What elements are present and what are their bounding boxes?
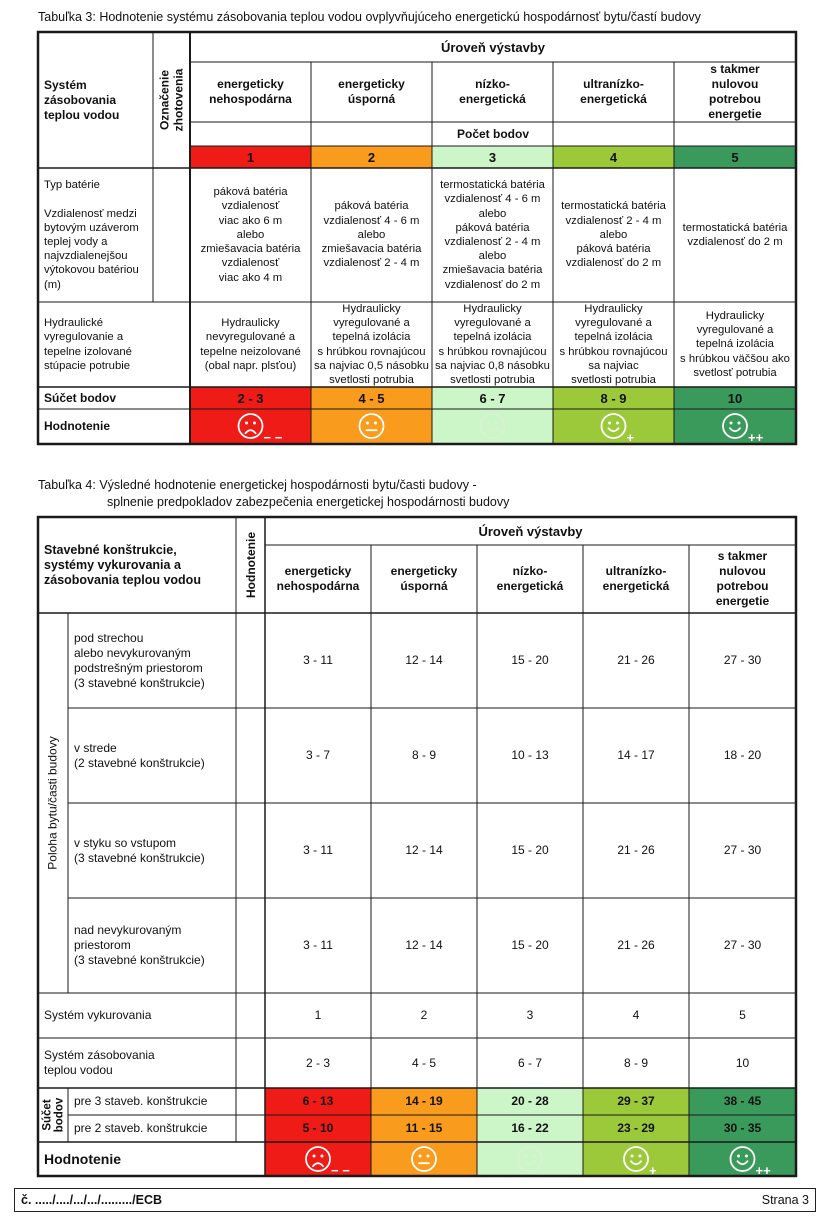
table4-sum2-value-1: 5 - 10 — [302, 1121, 334, 1135]
table4-pos-row-4-value-2: 12 - 14 — [405, 938, 443, 952]
table4-sum2-value-3: 16 - 22 — [511, 1121, 549, 1135]
table4-pos-row-1-value-3: 15 - 20 — [511, 653, 549, 667]
table3-sum-label: Súčet bodov — [44, 390, 117, 405]
table4-heating-value-2: 2 — [420, 1008, 428, 1022]
table4-level-header: Úroveň výstavby — [478, 523, 583, 539]
table4-pos-row-1-label: pod strechou alebo nevykurovaným podstrešným priestorom (3 stavebné konštrukcie) — [74, 630, 205, 690]
table4-sum3-value-5: 38 - 45 — [723, 1094, 762, 1108]
table3-row1-cell-5: termostatická batéria vzdialenosť do 2 m — [682, 221, 788, 248]
table4-pos-row-3-value-4: 21 - 26 — [617, 843, 655, 857]
table3-row1-cell-4: termostatická batéria vzdialenosť 2 - 4 m alebo páková batéria vzdialenosť do 2 m — [561, 200, 666, 270]
document-number: č. ...../..../.../.../........./ECB — [21, 1193, 163, 1207]
table3-level-header: Úroveň výstavby — [440, 39, 546, 55]
table4-pos-row-4-value-1: 3 - 11 — [303, 938, 333, 952]
table4-pos-row-1-value-1: 3 - 11 — [303, 653, 333, 667]
table4-caption-line1: Tabuľka 4: Výsledné hodnotenie energetickej hospodárnosti bytu/časti budovy - — [38, 478, 477, 492]
table3-point-4: 4 — [609, 149, 618, 165]
table4-pos-row-3-label: v styku so vstupom (3 stavebné konštrukcie) — [74, 835, 205, 865]
table4-pos-row-4-value-4: 21 - 26 — [617, 938, 655, 952]
table4-sum3-value-3: 20 - 28 — [511, 1094, 549, 1108]
page-number: Strana 3 — [761, 1193, 809, 1207]
table4-rating-col-header: Hodnotenie — [243, 532, 258, 598]
table3-points-header: Počet bodov — [456, 126, 529, 141]
table4-hot-water-value-1: 2 - 3 — [305, 1055, 330, 1070]
table3-level-5: s takmer nulovou potrebou energetie — [708, 62, 762, 121]
table3-row2-cell-3: Hydraulicky vyregulované a tepelná izolácia s hrúbkou rovnajúcou sa najviac 0,8 násobku svetlosti potrubia — [435, 302, 550, 386]
table4-pos-row-2-value-4: 14 - 17 — [617, 748, 655, 762]
table4-position-label: Poloha bytu/časti budovy — [46, 736, 61, 870]
table4-hot-water-value-4: 8 - 9 — [623, 1055, 648, 1070]
svg-text:+: + — [649, 1163, 657, 1178]
table4 — [38, 517, 796, 1176]
table4-pos-row-2-value-3: 10 - 13 — [511, 748, 549, 762]
table4-sum2-label: pre 2 staveb. konštrukcie — [74, 1121, 208, 1135]
table3-rating-label: Hodnotenie — [44, 419, 110, 433]
table3-point-1: 1 — [246, 149, 255, 165]
svg-text:++: ++ — [748, 430, 764, 445]
table4-pos-row-3-value-5: 27 - 30 — [723, 843, 762, 857]
table4-hot-water-value-3: 6 - 7 — [517, 1055, 542, 1070]
table4-hot-water-value-5: 10 — [735, 1055, 750, 1070]
table3-point-5: 5 — [731, 149, 739, 165]
table4-pos-row-2-value-2: 8 - 9 — [411, 748, 436, 762]
table4-sum2-value-4: 23 - 29 — [617, 1121, 655, 1135]
svg-text:− −: − − — [331, 1163, 350, 1178]
table4-pos-row-3-value-3: 15 - 20 — [511, 843, 549, 857]
svg-text:+: + — [626, 430, 635, 445]
table3-row2-cell-2: Hydraulicky vyregulované a tepelná izolácia s hrúbkou rovnajúcou sa najviac 0,5 násobku svetlosti potrubia — [314, 302, 429, 386]
table3-row1-cell-2: páková batéria vzdialenosť 4 - 6 m alebo zmiešavacia batéria vzdialenosť 2 - 4 m — [321, 200, 422, 270]
table3-row2-cell-5: Hydraulicky vyregulované a tepelná izolácia s hrúbkou väčšou ako svetlosť potrubia — [680, 309, 790, 379]
table4-heating-label: Systém vykurovania — [44, 1008, 152, 1022]
svg-text:++: ++ — [755, 1163, 771, 1178]
table3-row2-label: Hydraulické vyregulovanie a tepelne izolované stúpacie potrubie — [44, 317, 132, 372]
table4-heating-value-3: 3 — [526, 1008, 534, 1022]
table3-row1-cell-1: páková batéria vzdialenosť viac ako 6 m alebo zmiešavacia batéria vzdialenosť viac ako 4 m — [200, 186, 301, 284]
table3-sum-4: 8 - 9 — [600, 390, 627, 406]
table3-sum-2: 4 - 5 — [358, 390, 385, 406]
table4-heating-value-1: 1 — [314, 1008, 322, 1022]
table3-row2-cell-4: Hydraulicky vyregulované a tepelná izolácia s hrúbkou rovnajúcou sa najviac svetlosti potrubia — [559, 302, 668, 386]
table4-pos-row-4-value-3: 15 - 20 — [511, 938, 549, 952]
table4-sum3-value-1: 6 - 13 — [302, 1094, 334, 1108]
table4-pos-row-2-value-1: 3 - 7 — [305, 748, 330, 762]
table4-pos-row-4-value-5: 27 - 30 — [723, 938, 762, 952]
table3 — [38, 32, 796, 444]
table3-row2-cell-1: Hydraulicky nevyregulované a tepelne neizolované (obal napr. plsťou) — [200, 317, 301, 372]
table4-level-3: nízko- energetická — [496, 564, 564, 593]
table4-pos-row-4-label: nad nevykurovaným priestorom (3 stavebné konštrukcie) — [74, 923, 205, 967]
table3-sum-5: 10 — [727, 390, 743, 406]
page-footer — [14, 1188, 816, 1212]
table4-hot-water-value-2: 4 - 5 — [411, 1055, 436, 1070]
table4-heating-value-5: 5 — [739, 1008, 746, 1022]
table3-sum-1: 2 - 3 — [237, 390, 264, 406]
table4-sum3-label: pre 3 staveb. konštrukcie — [74, 1094, 208, 1108]
table4-level-5: s takmer nulovou potrebou energetie — [715, 549, 770, 608]
table3-system-header: Systém zásobovania teplou vodou — [44, 77, 120, 122]
table4-level-1: energeticky nehospodárna — [276, 564, 360, 593]
table4-pos-row-1-value-5: 27 - 30 — [723, 653, 762, 667]
table4-sum-label: Súčet bodov — [41, 1097, 65, 1133]
table4-level-4: ultranízko- energetická — [602, 564, 670, 593]
table4-rating-label: Hodnotenie — [44, 1150, 121, 1167]
svg-text:− −: − − — [263, 430, 283, 445]
table4-pos-row-3-value-1: 3 - 11 — [303, 843, 333, 857]
table3-level-2: energeticky úsporná — [338, 77, 405, 106]
table4-heating-value-4: 4 — [632, 1008, 640, 1022]
table3-marking-header: Označenie zhotovenia — [157, 68, 186, 132]
table3-point-2: 2 — [367, 149, 376, 165]
table3-level-3: nízko- energetická — [459, 77, 526, 106]
table3-sum-3: 6 - 7 — [479, 390, 506, 406]
table3-row1-cell-3: termostatická batéria vzdialenosť 4 - 6 m alebo páková batéria vzdialenosť 2 - 4 m alebo zmiešavacia batéria vzdialenosť do 2 m — [440, 179, 545, 291]
table4-level-2: energeticky úsporná — [390, 564, 458, 593]
table3-point-3: 3 — [488, 149, 497, 165]
table4-sum3-value-2: 14 - 19 — [405, 1094, 443, 1108]
table4-sum3-value-4: 29 - 37 — [617, 1094, 655, 1108]
table4-caption-line2: splnenie predpokladov zabezpečenia energetickej hospodárnosti budovy — [107, 495, 510, 509]
table4-pos-row-2-label: v strede (2 stavebné konštrukcie) — [74, 740, 205, 770]
table4-construction-header: Stavebné konštrukcie, systémy vykurovania a zásobovania teplou vodou — [44, 542, 201, 587]
table4-pos-row-1-value-2: 12 - 14 — [405, 653, 443, 667]
table3-level-1: energeticky nehospodárna — [209, 77, 292, 106]
table4-pos-row-2-value-5: 18 - 20 — [723, 748, 762, 762]
table4-pos-row-1-value-4: 21 - 26 — [617, 653, 655, 667]
table4-sum2-value-2: 11 - 15 — [405, 1121, 443, 1135]
table3-caption: Tabuľka 3: Hodnotenie systému zásobovania teplou vodou ovplyvňujúceho energetickú hospodárnosť bytu/častí budovy — [38, 10, 701, 24]
table4-pos-row-3-value-2: 12 - 14 — [405, 843, 443, 857]
table3-row1-label: Typ batérie Vzdialenosť medzi bytovým uzáverom teplej vody a najvzdialenejšou výtokovou batériou (m) — [44, 179, 139, 291]
table3-level-4: ultranízko- energetická — [580, 77, 647, 106]
table4-sum2-value-5: 30 - 35 — [723, 1121, 762, 1135]
table4-hot-water-label: Systém zásobovania teplou vodou — [44, 1048, 155, 1077]
